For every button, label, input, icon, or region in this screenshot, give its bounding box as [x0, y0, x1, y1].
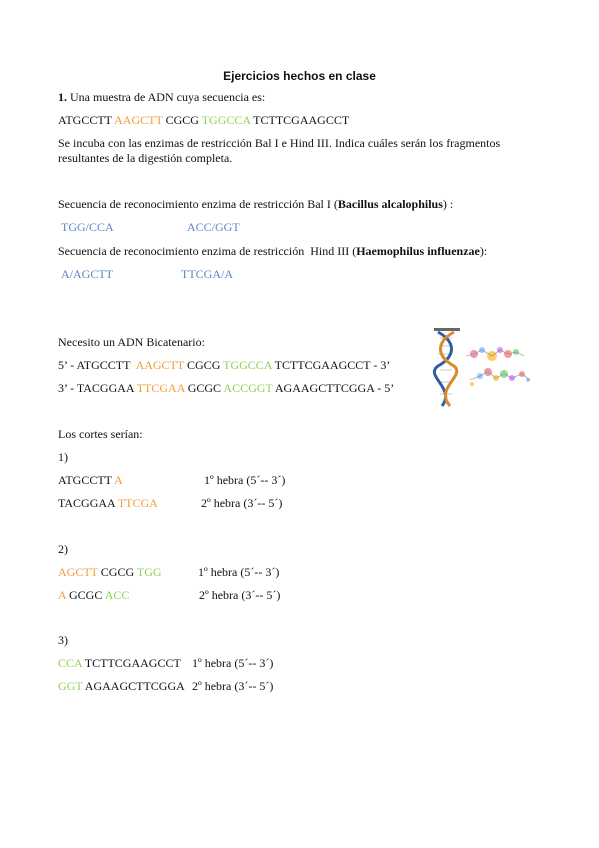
fragment-1-number: 1) [58, 450, 68, 464]
fragment-3-strand-2 [58, 679, 185, 693]
bal-site: TGG [136, 565, 162, 579]
strand-1 [58, 358, 390, 372]
fragment-1-strand-1-hebra: 1º hebra (5´-- 3´) [204, 473, 286, 487]
label-text: Secuencia de reconocimiento enzima de restricción Bal I ( [58, 197, 338, 211]
bal-site: TGGCCA [201, 113, 251, 127]
seq-part: 3’ - TACGGAA [58, 381, 137, 395]
question-number: 1. [58, 90, 67, 104]
fragment-1-strand-1 [58, 473, 123, 487]
seq-part: AGAAGCTTCGGA - 5’ [272, 381, 395, 395]
seq-part: CGCG [162, 113, 202, 127]
seq-part: TCTTCGAAGCCT [250, 113, 350, 127]
seq-part: TCTTCGAAGCCT [82, 656, 181, 670]
hind-site: AAGCTT [114, 113, 163, 127]
fragment-2-strand-1-hebra: 1º hebra (5´-- 3´) [198, 565, 280, 579]
strand-2 [58, 381, 394, 395]
hind-site: A [114, 473, 123, 487]
bal-site-2: ACC/GGT [187, 220, 240, 234]
fragment-2-strand-2 [58, 588, 129, 602]
fragment-2-strand-1 [58, 565, 162, 579]
incuba-line-2: resultantes de la digestión completa. [58, 151, 233, 165]
seq-part: GCGC [66, 588, 105, 602]
seq-part: CGCG [97, 565, 137, 579]
hind-site: TTCGA [117, 496, 158, 510]
seq-part: AGAAGCTTCGGA [82, 679, 185, 693]
hind-label [58, 244, 487, 258]
bicatenario-label: Necesito un ADN Bicatenario: [58, 335, 205, 349]
bal-site: CCA [58, 656, 83, 670]
fragment-3-number: 3) [58, 633, 68, 647]
fragment-2-number: 2) [58, 542, 68, 556]
dna-sequence [58, 113, 349, 127]
bal-site: GGT [58, 679, 83, 693]
bal-site-1: TGG/CCA [61, 220, 114, 234]
hind-site: TTCGAA [136, 381, 185, 395]
hind-site: AAGCTT [135, 358, 185, 372]
fragment-2-strand-2-hebra: 2º hebra (3´-- 5´) [199, 588, 281, 602]
incuba-line-1: Se incuba con las enzimas de restricción Bal I e Hind III. Indica cuáles serán los fragmentos [58, 136, 501, 150]
organism-name: Bacillus alcalophilus [337, 197, 443, 211]
bal-site: ACCGGT [223, 381, 273, 395]
hind-site-1: A/AGCTT [61, 267, 113, 281]
hind-site: AGCTT [58, 565, 98, 579]
fragment-3-strand-1 [58, 656, 181, 670]
bal-site: ACC [104, 588, 130, 602]
label-text: ) : [442, 197, 454, 211]
seq-part: TCTTCGAAGCCT - 3’ [271, 358, 391, 372]
fragment-3-strand-1-hebra: 1º hebra (5´-- 3´) [192, 656, 274, 670]
seq-part: CGCG [184, 358, 224, 372]
fragment-1-strand-2-hebra: 2º hebra (3´-- 5´) [201, 496, 283, 510]
seq-part: 5’ - ATGCCTT [58, 358, 136, 372]
seq-part: ATGCCTT [58, 473, 115, 487]
hind-site: A [58, 588, 67, 602]
seq-part: GCGC [184, 381, 224, 395]
bal-label [58, 197, 453, 211]
seq-part: TACGGAA [58, 496, 118, 510]
bal-site: TGGCCA [223, 358, 272, 372]
fragment-3-strand-2-hebra: 2º hebra (3´-- 5´) [192, 679, 274, 693]
dna-double-helix-image [430, 326, 536, 410]
fragment-1-strand-2 [58, 496, 158, 510]
label-text: ): [479, 244, 488, 258]
hind-site-2: TTCGA/A [181, 267, 233, 281]
question-text: Una muestra de ADN cuya secuencia es: [67, 90, 266, 104]
cortes-label: Los cortes serían: [58, 427, 143, 441]
page-title: Ejercicios hechos en clase [223, 69, 376, 83]
seq-part: ATGCCTT [58, 113, 115, 127]
organism-name: Haemophilus influenzae [356, 244, 480, 258]
label-text: Secuencia de reconocimiento enzima de restricción Hind III ( [58, 244, 357, 258]
question-1-intro [58, 90, 265, 104]
